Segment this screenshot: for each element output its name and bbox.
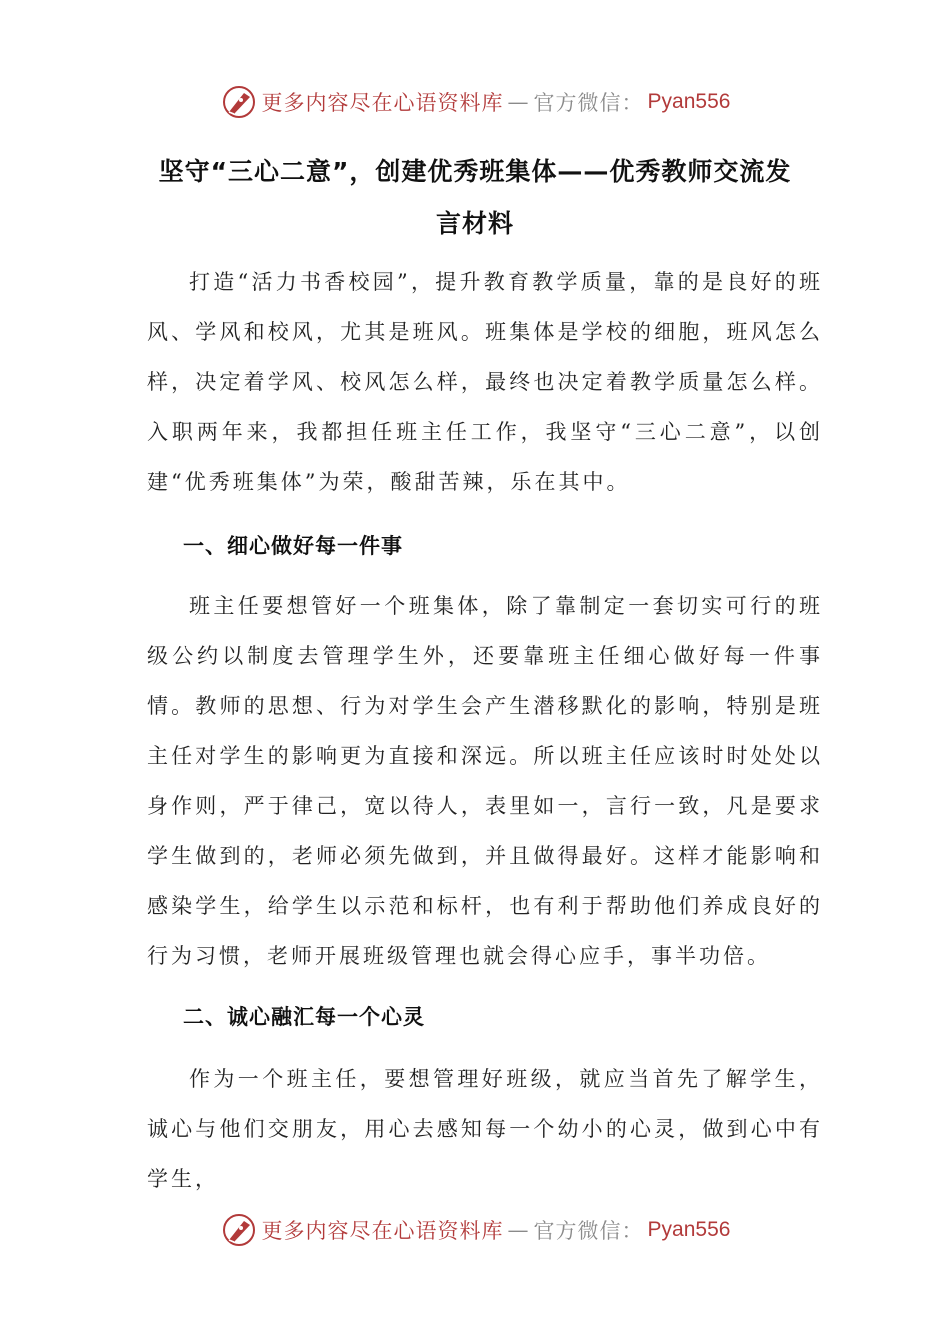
banner-separator: — [507, 1218, 530, 1242]
wechat-id: Pyan556 [647, 1218, 731, 1241]
pen-nib-logo-icon [220, 83, 258, 121]
banner-separator: — [507, 90, 530, 114]
wechat-label: 官方微信： [533, 91, 644, 115]
document-title-line2: 言材料 [435, 209, 514, 238]
header-banner [0, 80, 950, 124]
section1-heading: 一、细心做好每一件事 [183, 534, 403, 558]
section2-heading: 二、诚心融汇每一个心灵 [183, 1005, 425, 1029]
wechat-label: 官方微信： [533, 1219, 644, 1243]
footer-banner [0, 1208, 950, 1252]
section2-paragraph: 作为一个班主任，要想管理好班级，就应当首先了解学生，诚心与他们交朋友，用心去感知每一个幼小的心灵，做到心中有学生， [147, 1067, 823, 1191]
section1-paragraph: 班主任要想管好一个班集体，除了靠制定一套切实可行的班级公约以制度去管理学生外，还要靠班主任细心做好每一件事情。教师的思想、行为对学生会产生潜移默化的影响，特别是班主任对学生的影响更为直接和深远。所以班主任应该时时处处以身作则，严于律己，宽以待人，表里如一，言行一致，凡是要求学生做到的，老师必须先做到，并且做得最好。这样才能影响和感染学生，给学生以示范和标杆，也有利于帮助他们养成良好的行为习惯，老师开展班级管理也就会得心应手，事半功倍。 [147, 594, 823, 968]
document-title-line1: 坚守“三心二意”，创建优秀班集体——优秀教师交流发 [158, 157, 792, 186]
pen-nib-logo-icon [220, 1211, 258, 1249]
brand-text: 更多内容尽在心语资料库 [261, 91, 504, 115]
brand-text: 更多内容尽在心语资料库 [261, 1219, 504, 1243]
intro-paragraph: 打造“活力书香校园”，提升教育教学质量，靠的是良好的班风、学风和校风，尤其是班风。班集体是学校的细胞，班风怎么样，决定着学风、校风怎么样，最终也决定着教学质量怎么样。入职两年来，我都担任班主任工作，我坚守“三心二意”，以创建“优秀班集体”为荣，酸甜苦辣，乐在其中。 [147, 270, 823, 494]
wechat-id: Pyan556 [647, 90, 731, 113]
